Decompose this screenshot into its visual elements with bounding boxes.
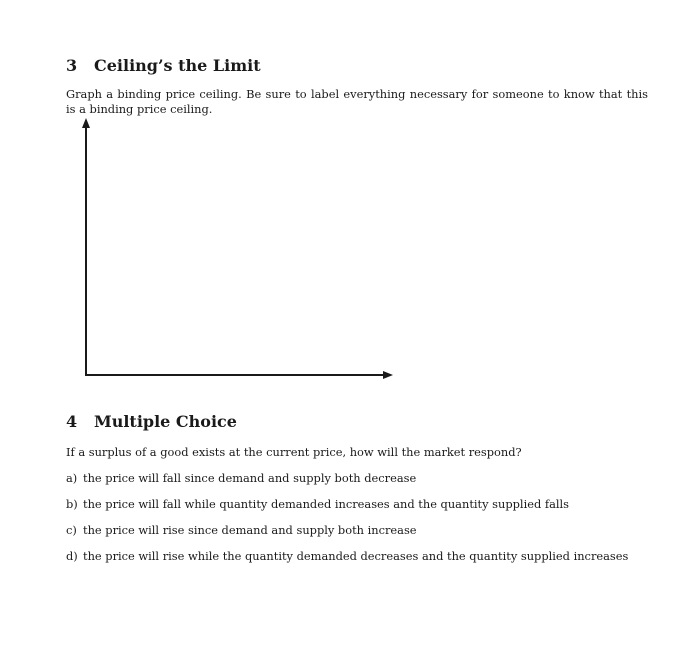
section-3-number: 3 — [66, 56, 78, 75]
section-4-title: Multiple Choice — [94, 412, 237, 431]
section-3-title: Ceiling’s the Limit — [94, 56, 261, 75]
option-a — [66, 471, 416, 485]
option-b — [66, 497, 569, 511]
section-4-heading — [66, 412, 237, 431]
section-4-number: 4 — [66, 412, 78, 431]
option-letter: b) — [66, 497, 78, 511]
option-text: the price will fall since demand and supply both decrease — [83, 471, 417, 485]
x-axis-arrowhead — [383, 371, 393, 379]
option-text: the price will rise while the quantity demanded decreases and the quantity supplied increases — [83, 549, 629, 563]
graph-prompt: Graph a binding price ceiling. Be sure to label everything necessary for someone to know that this is a binding price ceiling. — [66, 87, 648, 116]
question-text: If a surplus of a good exists at the current price, how will the market respond? — [66, 445, 522, 459]
option-text: the price will rise since demand and supply both increase — [83, 523, 417, 537]
option-c — [66, 523, 417, 537]
option-d — [66, 549, 628, 563]
option-text: the price will fall while quantity demanded increases and the quantity supplied falls — [83, 497, 570, 511]
option-letter: c) — [66, 523, 77, 537]
y-axis-arrowhead — [82, 118, 90, 128]
option-letter: d) — [66, 549, 78, 563]
option-letter: a) — [66, 471, 78, 485]
